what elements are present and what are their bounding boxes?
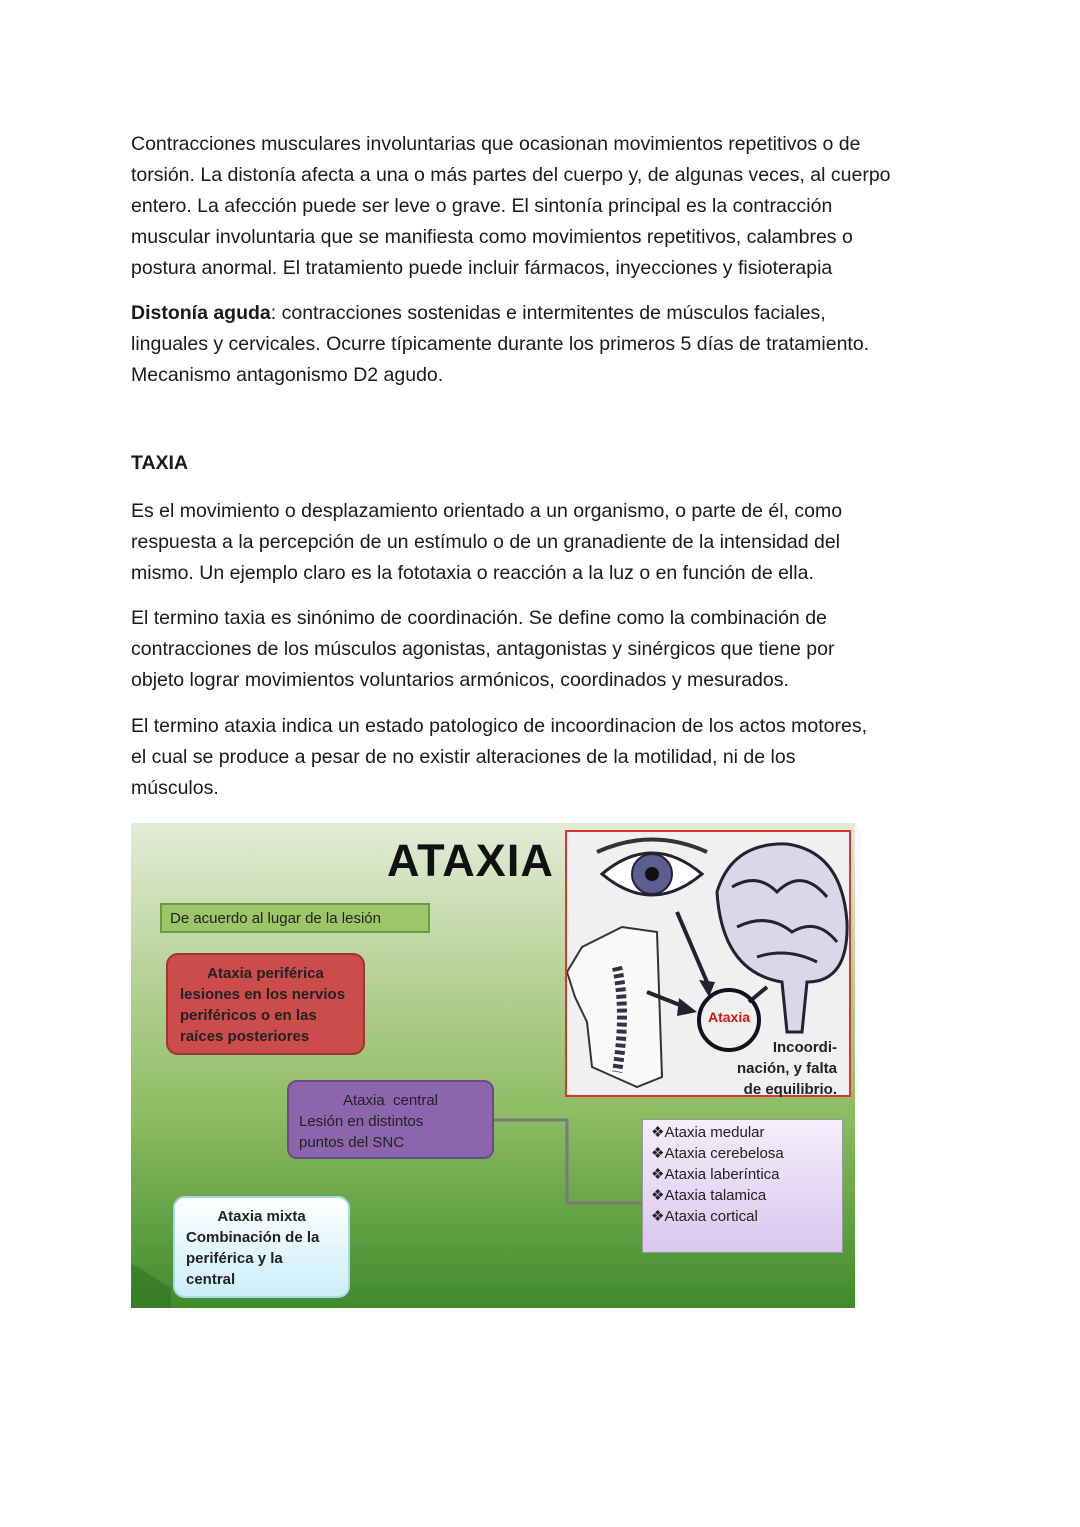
ataxia-diagram (131, 823, 855, 1308)
figure-title: ATAXIA (387, 835, 554, 886)
central-ataxia-types-list (642, 1119, 843, 1253)
text-line (131, 298, 869, 329)
text-line: El termino ataxia indica un estado patologico de incoordinacion de los actos motores, (131, 715, 868, 737)
text-fragment: : contracciones sostenidas e intermitentes de músculos faciales, (270, 302, 826, 324)
list-item: ❖Ataxia cerebelosa (651, 1145, 784, 1162)
paragraph-distonia-aguda (131, 298, 869, 391)
paragraph-taxia-def (131, 496, 842, 589)
list-item: ❖Ataxia cortical (651, 1208, 758, 1225)
box-title: Ataxia central (342, 1092, 439, 1109)
box-line: periférica y la (186, 1250, 283, 1267)
classification-label: De acuerdo al lugar de la lesión (160, 903, 430, 933)
text-line: contracciones de los músculos agonistas, antagonistas y sinérgicos que tiene por (131, 638, 835, 660)
text-line: muscular involuntaria que se manifiesta como movimientos repetitivos, calambres o (131, 226, 853, 248)
section-heading: TAXIA (131, 452, 189, 474)
box-line: central (186, 1271, 236, 1288)
illustration-panel (565, 830, 851, 1097)
text-line: Contracciones musculares involuntarias que ocasionan movimientos repetitivos o de (131, 133, 861, 155)
caption-line: Incoordi- (772, 1039, 837, 1056)
panel-caption (737, 1037, 837, 1100)
box-title: Ataxia periférica (207, 965, 324, 982)
text-line: entero. La afección puede ser leve o grave. El sintonía principal es la contracción (131, 195, 833, 217)
paragraph-distonia (131, 129, 891, 284)
text-line: mismo. Un ejemplo claro es la fototaxia o reacción a la luz o en función de ella. (131, 562, 814, 584)
list-item: ❖Ataxia laberíntica (651, 1166, 780, 1183)
box-line: lesiones en los nervios (180, 986, 346, 1003)
central-ataxia-box (287, 1080, 494, 1159)
text-line: linguales y cervicales. Ocurre típicamente durante los primeros 5 días de tratamiento. (131, 333, 870, 355)
peripheral-ataxia-box (166, 953, 365, 1055)
paragraph-ataxia (131, 711, 867, 804)
box-line: periféricos o en las (180, 1007, 317, 1024)
text-line: respuesta a la percepción de un estímulo o de un granadiente de la intensidad del (131, 531, 840, 553)
box-line: puntos del SNC (299, 1134, 405, 1151)
paragraph-taxia-coordinacion (131, 603, 835, 696)
mixed-ataxia-box (173, 1196, 350, 1298)
term-bold: Distonía aguda (131, 302, 271, 324)
caption-line: nación, y falta (736, 1060, 837, 1077)
text-line: objeto lograr movimientos voluntarios armónicos, coordinados y mesurados. (131, 669, 789, 691)
text-line: músculos. (131, 777, 219, 799)
text-line: El termino taxia es sinónimo de coordinación. Se define como la combinación de (131, 607, 827, 629)
panel-ataxia-label: Ataxia (708, 1009, 751, 1025)
text-line: el cual se produce a pesar de no existir alteraciones de la motilidad, ni de los (131, 746, 796, 768)
box-line: raíces posteriores (180, 1028, 310, 1045)
box-line: Combinación de la (186, 1229, 320, 1246)
list-item: ❖Ataxia medular (651, 1124, 765, 1141)
text-line: Mecanismo antagonismo D2 agudo. (131, 364, 444, 386)
caption-line: de equilibrio. (743, 1081, 837, 1098)
text-line: torsión. La distonía afecta a una o más partes del cuerpo y, de algunas veces, al cuerpo (131, 164, 891, 186)
box-line: Lesión en distintos (299, 1113, 424, 1130)
box-title: Ataxia mixta (217, 1208, 306, 1225)
text-line: Es el movimiento o desplazamiento orientado a un organismo, o parte de él, como (131, 500, 843, 522)
text-line: postura anormal. El tratamiento puede incluir fármacos, inyecciones y fisioterapia (131, 257, 833, 279)
list-item: ❖Ataxia talamica (651, 1187, 767, 1204)
